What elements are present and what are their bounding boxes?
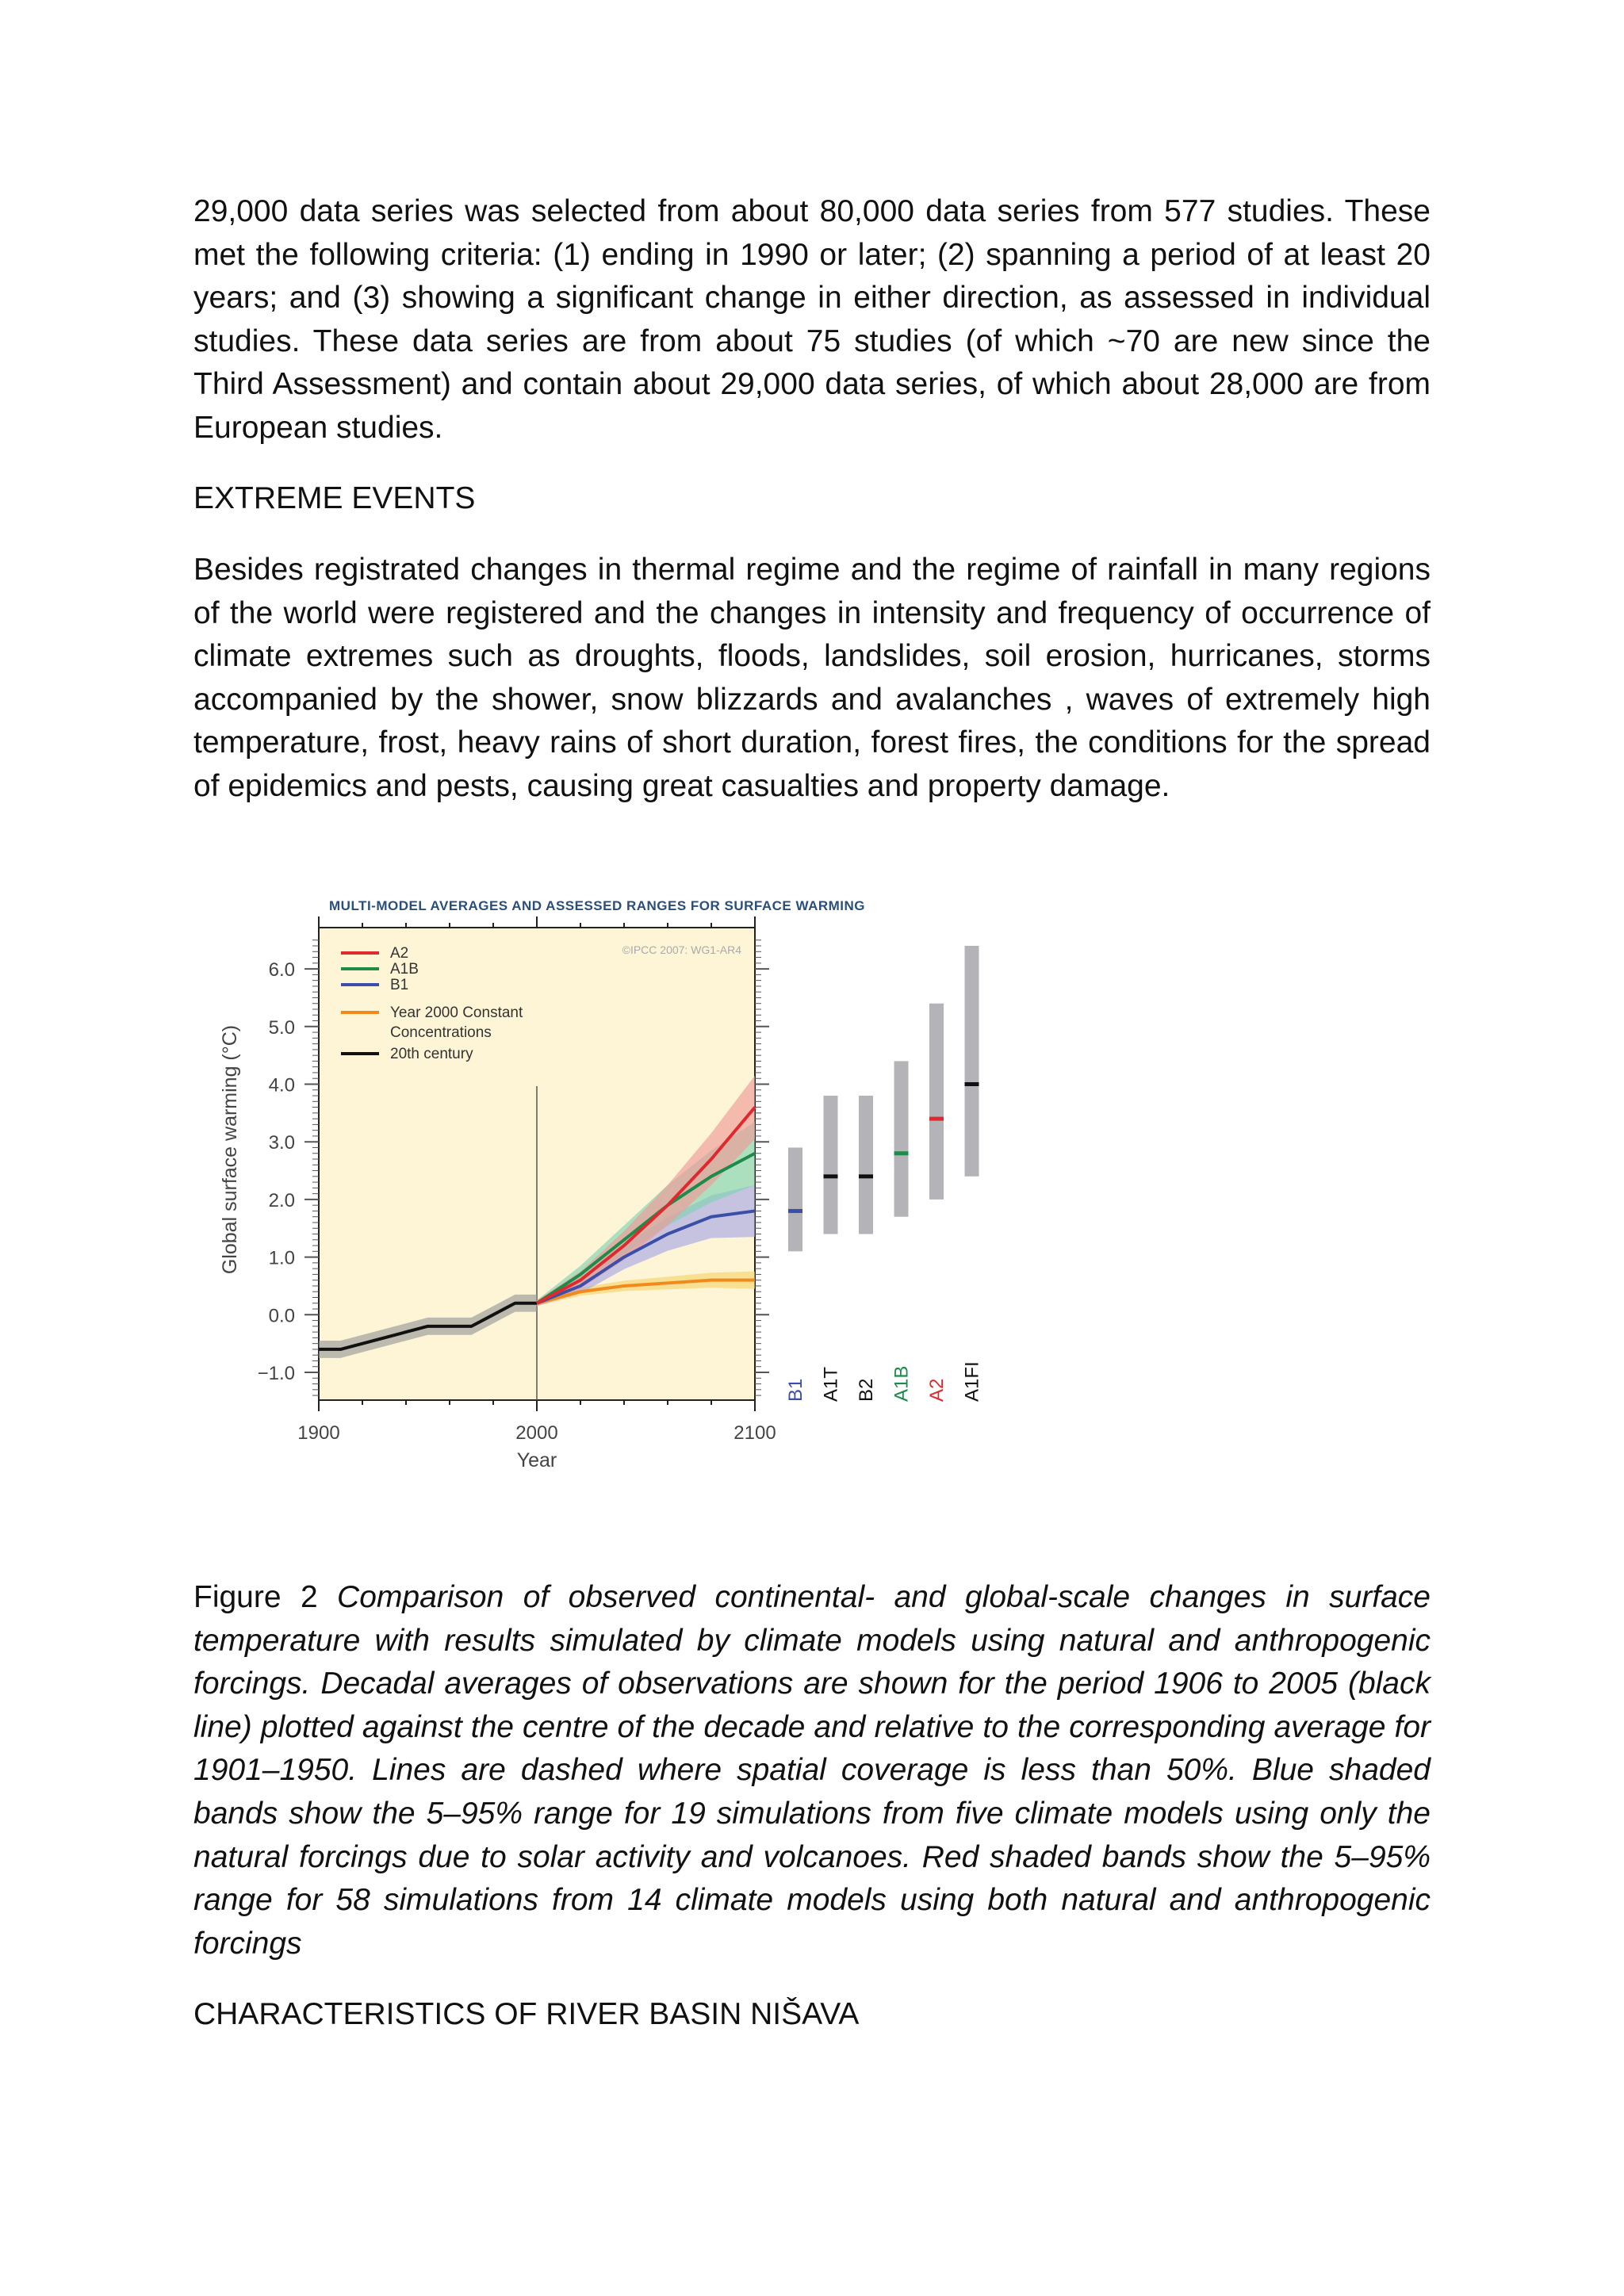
x-tick-label: 2000 [515, 1422, 558, 1444]
x-tick-label: 2100 [733, 1422, 776, 1444]
x-axis-label: Year [516, 1449, 557, 1471]
surface-warming-chart [198, 884, 1031, 1487]
best-estimate-marker [859, 1174, 873, 1178]
y-tick-label: 5.0 [268, 1016, 295, 1039]
y-tick-label: 1.0 [268, 1247, 295, 1269]
y-tick-label: −1.0 [257, 1363, 295, 1384]
y-tick-label: 3.0 [268, 1132, 295, 1154]
heading-extreme-events: EXTREME EVENTS [193, 481, 476, 515]
range-bar-label: A1T [820, 1366, 842, 1402]
caption-text: Comparison of observed continental- and global-scale changes in surface temperature with results simulated by climate models using natural and anthropogenic forcings. Decadal averages of observations are shown for the period 1906 to 2005 (black line) plotted against the centre of the decade and relative to the corresponding average for 1901–1950. Lines are dashed where spatial coverage is less than 50%. Blue shaded bands show the 5–95% range for 19 simulations from five climate models using only the natural forcings due to solar activity and volcanoes. Red shaded bands show the 5–95% range for 58 simulations from 14 climate models using both natural and anthropogenic forcings [193, 1580, 1431, 1961]
range-bar-label: A1B [891, 1365, 913, 1402]
range-bar-b2 [859, 1096, 873, 1234]
paragraph-data-series: 29,000 data series was selected from about 80,000 data series from 577 studies. These met the following criteria: (1) ending in 1990 or later; (2) spanning a period of at least 20 years; and (3) showing a significant change in either direction, as assessed in individual studies. These data series are from about 75 studies (of which ~70 are new since the Third Assessment) and contain about 29,000 data series, of which about 28,000 are from European studies. [193, 194, 1431, 445]
range-bar-b1 [788, 1147, 802, 1251]
legend-label: A1B [390, 961, 419, 978]
legend-label: Year 2000 Constant [390, 1004, 523, 1021]
range-bar-a1t [824, 1096, 838, 1234]
range-bar-label: A1FI [961, 1361, 983, 1402]
x-tick-label: 1900 [297, 1422, 340, 1444]
range-bar-a2 [929, 1004, 944, 1200]
chart-canvas [198, 884, 1031, 1487]
caption-label: Figure 2 [193, 1580, 318, 1614]
chart-title: MULTI-MODEL AVERAGES AND ASSESSED RANGES FOR SURFACE WARMING [329, 898, 866, 913]
best-estimate-marker [788, 1209, 802, 1213]
paragraph-extreme-events: Besides registrated changes in thermal regime and the regime of rainfall in many regions of the world were registered and the changes in intensity and frequency of occurrence of climate extremes such as droughts, floods, landslides, soil erosion, hurricanes, storms accompanied by the shower, snow blizzards and avalanches , waves of extremely high temperature, frost, heavy rains of short duration, forest fires, the conditions for the spread of epidemics and pests, causing great casualties and property damage. [193, 553, 1431, 803]
range-bar-label: B1 [785, 1378, 806, 1402]
y-tick-label: 6.0 [268, 959, 295, 982]
range-bar-label: A2 [926, 1378, 948, 1402]
best-estimate-marker [965, 1082, 979, 1086]
range-bar-a1b [894, 1061, 909, 1216]
figure-caption [193, 1576, 1431, 1965]
best-estimate-marker [894, 1151, 909, 1155]
y-axis-label: Global surface warming (°C) [219, 1024, 241, 1275]
y-tick-label: 2.0 [268, 1189, 295, 1211]
chart-credit: ©IPCC 2007: WG1-AR4 [622, 943, 741, 956]
legend-label: Concentrations [390, 1024, 492, 1041]
range-bar-label: B2 [856, 1378, 877, 1402]
legend-label: B1 [390, 977, 409, 993]
legend-label: A2 [390, 945, 409, 962]
heading-river-basin: CHARACTERISTICS OF RIVER BASIN NIŠAVA [193, 1997, 860, 2031]
y-tick-label: 4.0 [268, 1074, 295, 1096]
legend-label: 20th century [390, 1046, 473, 1062]
y-tick-label: 0.0 [268, 1305, 295, 1327]
best-estimate-marker [929, 1117, 944, 1121]
range-bar-a1fi [965, 946, 979, 1177]
best-estimate-marker [824, 1174, 838, 1178]
